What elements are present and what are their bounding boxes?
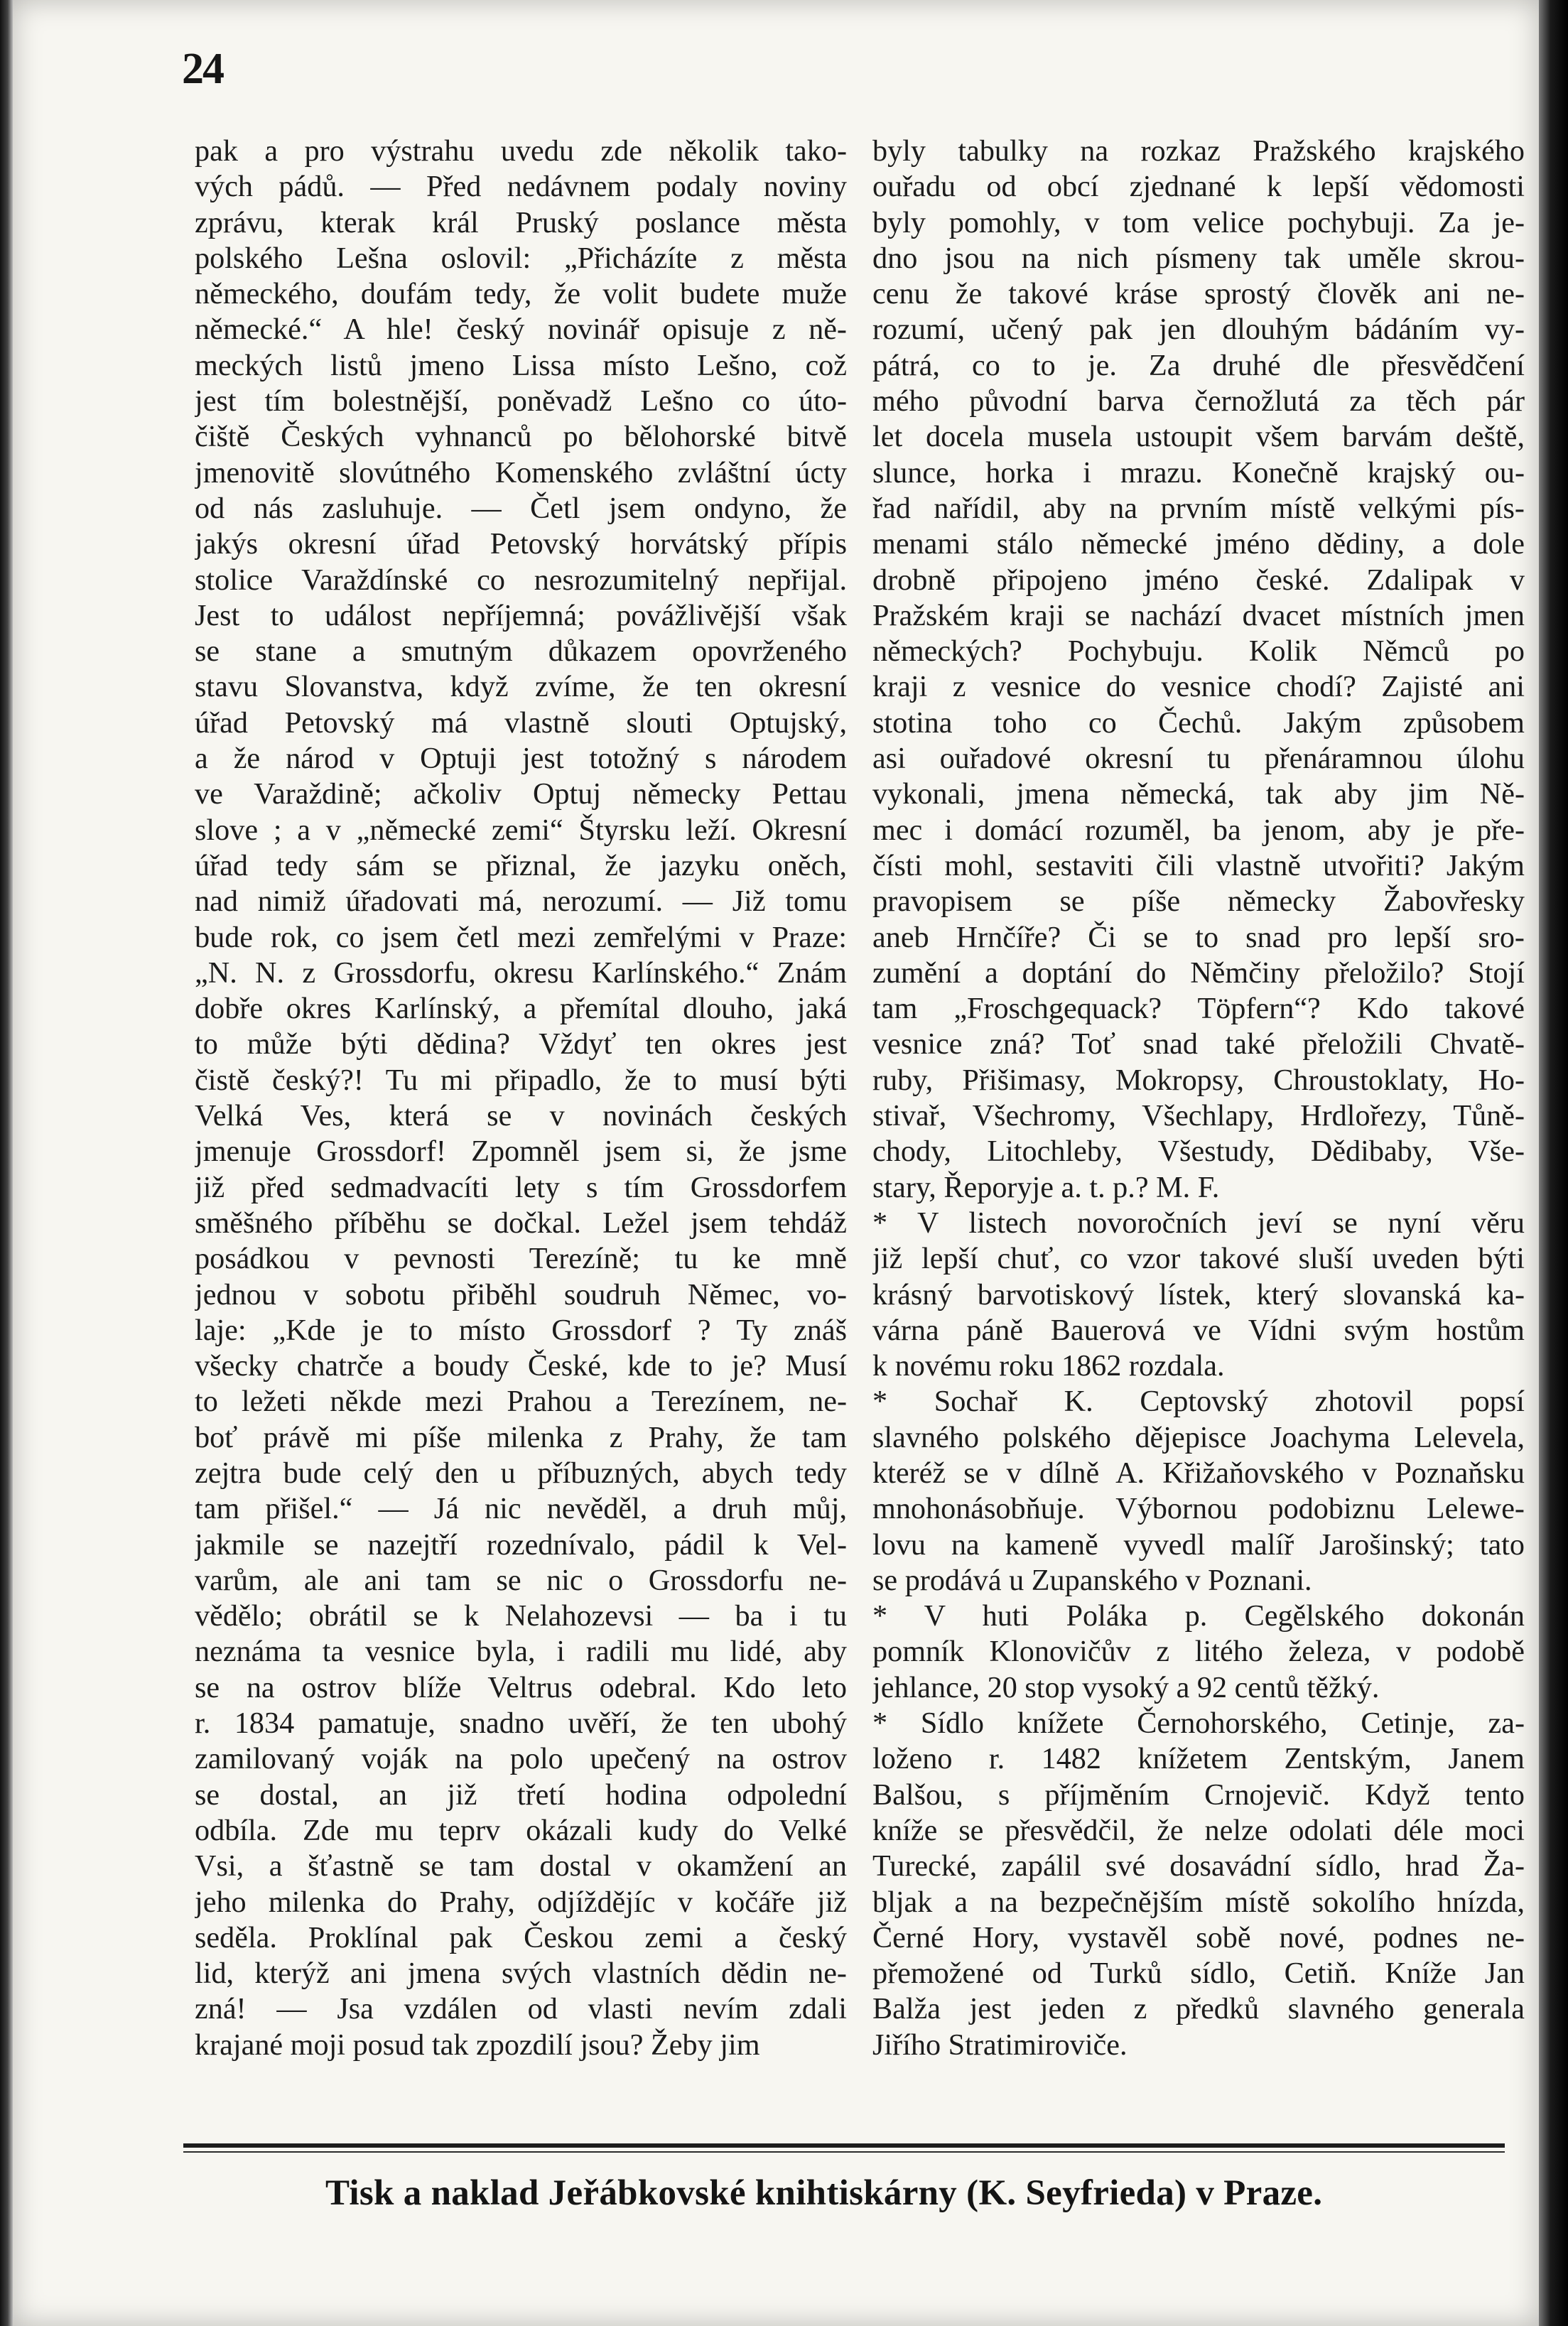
text-line: Vsi, a šťastně se tam dostal v okamžení an (195, 1849, 847, 1883)
page-number: 24 (182, 45, 223, 93)
text-line: jmenovitě slovútného Komenského zvláštní úcty (195, 455, 847, 489)
text-line: let docela musela ustoupit všem barvám deště, (872, 420, 1525, 454)
text-line: drobně připojeno jméno české. Zdalipak v (872, 563, 1525, 597)
text-line: várna páně Bauerová ve Vídni svým hostům (872, 1313, 1525, 1347)
text-line: čísti mohl, sestaviti čili vlastně utvořiti? Jakým (872, 848, 1525, 882)
text-line: slunce, horka i mrazu. Konečně krajský ou- (872, 455, 1525, 489)
text-line: vykonali, jmena německá, tak aby jim Ně- (872, 777, 1525, 811)
text-line: bljak a na bezpečnějším místě sokolího hnízda, (872, 1885, 1525, 1919)
footer-rule-thin (183, 2151, 1505, 2153)
text-line: se dostal, an již třetí hodina odpolední (195, 1778, 847, 1812)
text-line: Balšou, s příjměním Crnojevič. Když tento (872, 1778, 1525, 1812)
text-line: rozumí, učený pak jen dlouhým bádáním vy- (872, 313, 1525, 347)
text-line: jmenuje Grossdorf! Zpomněl jsem si, že jsme (195, 1135, 847, 1169)
text-line: krásný barvotiskový lístek, který slovanská ka- (872, 1277, 1525, 1311)
text-line: řad nařídil, aby na prvním místě velkými pís- (872, 491, 1525, 525)
text-line: „N. N. z Grossdorfu, okresu Karlínského.“ Znám (195, 956, 847, 990)
text-line: a že národ v Optuji jest totožný s národem (195, 742, 847, 776)
text-line: zumění a doptání do Němčiny přeložilo? Stojí (872, 956, 1525, 990)
text-line: mec i domácí rozuměl, ba jenom, aby je pře- (872, 813, 1525, 847)
text-line: Turecké, zapálil své dosavádní sídlo, hrad Ža- (872, 1849, 1525, 1883)
text-line: k novému roku 1862 rozdala. (872, 1349, 1225, 1383)
text-line: čiště Českých vyhnanců po bělohorské bitvě (195, 420, 847, 454)
text-line: směšného příběhu se dočkal. Ležel jsem tehdáž (195, 1206, 847, 1240)
right-text-column (872, 134, 1525, 2063)
text-line: všecky chatrče a boudy České, kde to je? Musí (195, 1349, 847, 1383)
text-line: varům, ale ani tam se nic o Grossdorfu ne- (195, 1563, 847, 1597)
text-line: zejtra bude celý den u příbuzných, abych tedy (195, 1456, 847, 1490)
text-line: jest tím bolestnější, poněvadž Lešno co úto- (195, 384, 847, 418)
text-line: * Sídlo knížete Černohorského, Cetinje, za- (872, 1706, 1525, 1741)
text-line: stivař, Všechromy, Všechlapy, Hrdlořezy, Tůně- (872, 1099, 1525, 1133)
text-line: bude rok, co jsem četl mezi zemřelými v Praze: (195, 920, 847, 954)
text-line: seděla. Proklínal pak Českou zemi a český (195, 1920, 847, 1954)
text-line: Jest to událost nepříjemná; povážlivější však (195, 598, 847, 632)
text-line: krajané moji posud tak zpozdilí jsou? Žeby jim (195, 2028, 760, 2062)
text-line: cenu že takové kráse sprostý člověk ani ne- (872, 277, 1525, 311)
text-line: * Sochař K. Ceptovský zhotovil popsí (872, 1385, 1525, 1419)
text-line: dobře okres Karlínský, a přemítal dlouho, jaká (195, 992, 847, 1026)
text-line: neznáma ta vesnice byla, i radili mu lidé, aby (195, 1635, 847, 1669)
text-line: pomník Klonovičův z litého železa, v podobě (872, 1635, 1525, 1669)
text-line: vesnice zná? Toť snad také přeložili Chvatě- (872, 1027, 1525, 1061)
text-line: laje: „Kde je to místo Grossdorf ? Ty znáš (195, 1313, 847, 1347)
text-line: kteréž se v dílně A. Křižaňovského v Poznaňsku (872, 1456, 1525, 1490)
text-line: stavu Slovanstva, když zvíme, že ten okresní (195, 670, 847, 704)
text-line: úřad Petovský má vlastně slouti Optujský, (195, 705, 847, 740)
text-line: zamilovaný voják na polo upečený na ostrov (195, 1742, 847, 1776)
text-line: vědělo; obrátil se k Nelahozevsi — ba i tu (195, 1599, 847, 1633)
text-line: lid, kterýž ani jmena svých vlastních dědin ne- (195, 1957, 847, 1991)
text-line: již lepší chuť, co vzor takové sluší uveden býti (872, 1242, 1525, 1276)
text-line: jehlance, 20 stop vysoký a 92 centů těžký. (872, 1670, 1380, 1704)
text-line: jeho milenka do Prahy, odjíždějíc v kočáře již (195, 1885, 847, 1919)
text-line: * V huti Poláka p. Cegělského dokonán (872, 1599, 1525, 1633)
text-line: německého, doufám tedy, že volit budete muže (195, 277, 847, 311)
text-line: Pražském kraji se nachází dvacet místních jmen (872, 598, 1525, 632)
printer-imprint: Tisk a naklad Jeřábkovské knihtiskárny (K. Seyfrieda) v Praze. (325, 2173, 1323, 2213)
text-line: zprávu, kterak král Pruský poslance města (195, 205, 847, 239)
text-line: to může býti dědina? Vždyť ten okres jest (195, 1027, 847, 1061)
text-line: mnohonásobňuje. Výbornou podobiznu Lelewe- (872, 1492, 1525, 1526)
text-line: německé.“ A hle! český novinář opisuje z ně- (195, 313, 847, 347)
text-line: stary, Řeporyje a. t. p.? M. F. (872, 1170, 1220, 1204)
text-line: úřad tedy sám se přiznal, že jazyku oněch, (195, 848, 847, 882)
text-line: odbíla. Zde mu teprv okázali kudy do Velké (195, 1813, 847, 1847)
text-line: pravopisem se píše německy Žabovřesky (872, 885, 1525, 919)
text-line: jednou v sobotu přiběhl soudruh Němec, vo- (195, 1277, 847, 1311)
scan-left-edge (0, 0, 13, 2326)
text-line: německých? Pochybuju. Kolik Němců po (872, 634, 1525, 669)
text-line: od nás zasluhuje. — Četl jsem ondyno, že (195, 491, 847, 525)
text-line: slavného polského dějepisce Joachyma Lelevela, (872, 1420, 1525, 1454)
text-line: čistě český?! Tu mi připadlo, že to musí býti (195, 1063, 847, 1097)
text-line: tam „Froschgequack? Töpfern“? Kdo takové (872, 992, 1525, 1026)
text-line: Velká Ves, která se v novinách českých (195, 1099, 847, 1133)
text-line: se prodává u Zupanského v Poznani. (872, 1563, 1312, 1597)
text-line: již před sedmadvacíti lety s tím Grossdorfem (195, 1170, 847, 1204)
text-line: kraji z vesnice do vesnice chodí? Zajisté ani (872, 670, 1525, 704)
scan-right-edge (1539, 0, 1568, 2326)
text-line: jakýs okresní úřad Petovský horvátský přípis (195, 527, 847, 561)
text-line: chody, Litochleby, Všestudy, Dědibaby, Vše- (872, 1135, 1525, 1169)
text-line: ve Varaždině; ačkoliv Optuj německy Pettau (195, 777, 847, 811)
text-line: aneb Hrnčíře? Či se to snad pro lepší sro- (872, 920, 1525, 954)
text-line: Balža jest jeden z předků slavného generala (872, 1992, 1525, 2026)
left-text-column (195, 134, 847, 2063)
text-line: pátrá, co to je. Za druhé dle přesvědčení (872, 348, 1525, 382)
text-line: jakmile se nazejtří rozednívalo, pádil k Vel- (195, 1527, 847, 1562)
text-line: polského Lešna oslovil: „Přicházíte z města (195, 241, 847, 275)
text-line: asi ouřadové okresní tu přenáramnou úlohu (872, 742, 1525, 776)
footer-rule-thick (183, 2143, 1505, 2148)
text-line: boť právě mi píše milenka z Prahy, že tam (195, 1420, 847, 1454)
text-line: lovu na kameně vyvedl malíř Jarošinský; tato (872, 1527, 1525, 1562)
text-line: loženo r. 1482 knížetem Zentským, Janem (872, 1742, 1525, 1776)
text-line: r. 1834 pamatuje, snadno uvěří, že ten ubohý (195, 1706, 847, 1741)
text-line: zná! — Jsa vzdálen od vlasti nevím zdali (195, 1992, 847, 2026)
text-line: posádkou v pevnosti Terezíně; tu ke mně (195, 1242, 847, 1276)
text-line: menami stálo německé jméno dědiny, a dole (872, 527, 1525, 561)
text-line: meckých listů jmeno Lissa místo Lešno, což (195, 348, 847, 382)
text-line: pak a pro výstrahu uvedu zde několik tako- (195, 134, 847, 168)
text-line: * V listech novoročních jeví se nyní věru (872, 1206, 1525, 1240)
text-line: vých pádů. — Před nedávnem podaly noviny (195, 170, 847, 204)
text-line: nad nimiž úřadovati má, nerozumí. — Již tomu (195, 885, 847, 919)
text-line: slove ; a v „německé zemi“ Štyrsku leží. Okresní (195, 813, 847, 847)
text-line: Jiřího Stratimiroviče. (872, 2028, 1128, 2062)
text-line: kníže se přesvědčil, že nelze odolati déle moci (872, 1813, 1525, 1847)
newspaper-page (13, 0, 1539, 2326)
text-line: stotina toho co Čechů. Jakým způsobem (872, 705, 1525, 740)
text-line: byly pomohly, v tom velice pochybuji. Za je- (872, 205, 1525, 239)
text-line: ruby, Přišimasy, Mokropsy, Chroustoklaty, Ho- (872, 1063, 1525, 1097)
text-line: to ležeti někde mezi Prahou a Terezínem, ne- (195, 1385, 847, 1419)
text-line: tam přišel.“ — Já nic nevěděl, a druh můj, (195, 1492, 847, 1526)
text-line: mého původní barva černožlutá za těch pár (872, 384, 1525, 418)
text-line: přemožené od Turků sídlo, Cetiň. Kníže Jan (872, 1957, 1525, 1991)
text-line: byly tabulky na rozkaz Pražského krajského (872, 134, 1525, 168)
text-line: dno jsou na nich písmeny tak uměle skrou- (872, 241, 1525, 275)
text-line: se na ostrov blíže Veltrus odebral. Kdo leto (195, 1670, 847, 1704)
text-line: ouřadu od obcí zjednané k lepší vědomosti (872, 170, 1525, 204)
text-line: stolice Varaždínské co nesrozumitelný nepřijal. (195, 563, 847, 597)
text-line: Černé Hory, vystavěl sobě nové, podnes ne- (872, 1920, 1525, 1954)
text-line: se stane a smutným důkazem opovrženého (195, 634, 847, 669)
